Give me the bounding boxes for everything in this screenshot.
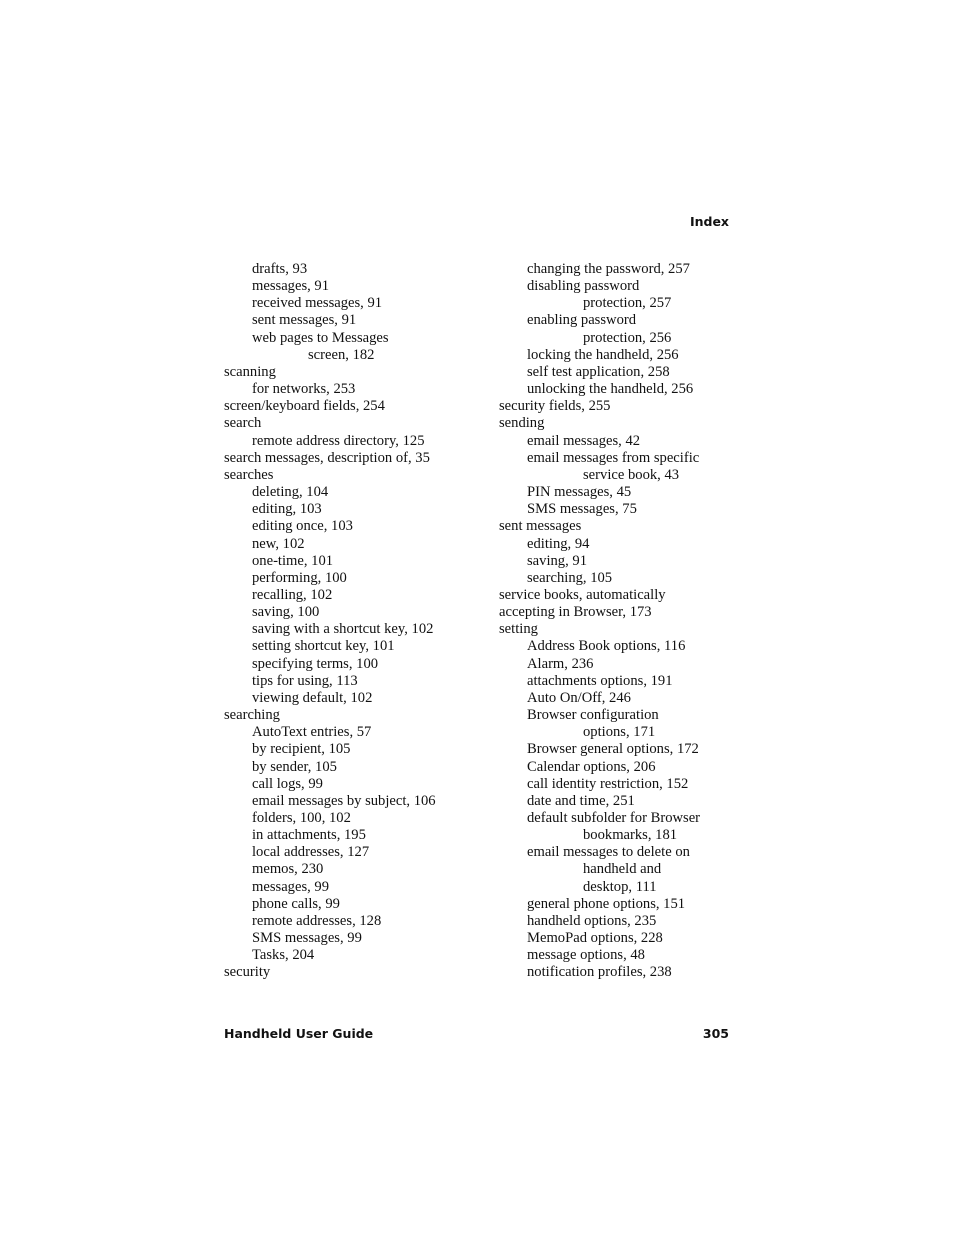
index-subentry: SMS messages, 99 [252,930,362,947]
index-subentry: performing, 100 [252,569,347,586]
index-subentry: setting shortcut key, 101 [252,638,395,655]
footer-title: Handheld User Guide [224,1026,374,1041]
index-subentry: self test application, 258 [527,363,670,380]
index-subentry: AutoText entries, 57 [252,724,372,741]
index-subentry: editing, 94 [527,535,590,552]
index-subentry: one-time, 101 [252,552,334,569]
index-entry: search messages, description of, 35 [224,449,430,466]
index-subentry: by recipient, 105 [252,741,351,758]
index-subentry: general phone options, 151 [527,895,686,912]
index-subentry: sent messages, 91 [252,312,357,329]
index-subentry: default subfolder for Browser [527,810,701,826]
index-subentry: locking the handheld, 256 [527,346,679,363]
index-subentry: local addresses, 127 [252,844,370,861]
index-subentry: in attachments, 195 [252,827,366,844]
index-subentry: by sender, 105 [252,758,337,775]
index-subentry: tips for using, 113 [252,672,358,689]
index-subentry: Tasks, 204 [252,947,315,964]
index-subentry: bookmarks, 181 [583,827,678,844]
index-subentry: email messages to delete on [527,844,690,861]
index-subentry: SMS messages, 75 [527,501,637,518]
index-subentry: viewing default, 102 [252,689,373,706]
index-subentry: notification profiles, 238 [527,964,672,981]
index-subentry: memos, 230 [252,861,324,878]
index-subentry: remote address directory, 125 [252,432,425,449]
index-subentry: messages, 99 [252,878,330,895]
index-subentry: specifying terms, 100 [252,655,379,672]
index-subentry: Auto On/Off, 246 [527,689,631,706]
index-subentry: handheld options, 235 [527,912,657,929]
index-entry: screen/keyboard fields, 254 [224,398,385,415]
index-entry: service books, automatically [499,586,666,603]
index-subentry: email messages by subject, 106 [252,792,436,809]
index-entry: setting [499,621,538,638]
index-entry: searches [224,466,274,483]
index-subentry: folders, 100, 102 [252,810,351,826]
index-subentry: searching, 105 [527,569,613,586]
index-subentry: deleting, 104 [252,484,329,501]
index-subentry: Browser general options, 172 [527,741,699,758]
index-subentry: protection, 257 [583,295,672,312]
index-subentry: Alarm, 236 [527,655,594,672]
index-subentry: Address Book options, 116 [527,638,686,655]
index-subentry: saving, 100 [252,604,320,621]
index-subentry: date and time, 251 [527,792,635,809]
index-entry: sending [499,415,545,432]
index-subentry: PIN messages, 45 [527,484,632,501]
index-subentry: handheld and [583,861,662,878]
index-subentry: received messages, 91 [252,295,383,312]
index-subentry: attachments options, 191 [527,672,673,689]
index-subentry: changing the password, 257 [527,261,690,277]
index-subentry: editing once, 103 [252,518,353,535]
index-subentry: desktop, 111 [583,878,657,895]
index-subentry: unlocking the handheld, 256 [527,381,694,398]
index-subentry: service book, 43 [583,466,680,483]
index-subentry: for networks, 253 [252,381,356,398]
index-subentry: screen, 182 [308,346,375,363]
index-subentry: call identity restriction, 152 [527,775,689,792]
index-subentry: saving, 91 [527,552,587,569]
index-entry: searching [224,707,280,724]
running-head: Index [689,214,729,229]
index-entry: search [224,415,262,432]
index-subentry: enabling password [527,312,637,329]
index-subentry: message options, 48 [527,947,645,964]
index-entry: scanning [224,363,276,380]
index-subentry: recalling, 102 [252,586,333,603]
index-subentry: email messages from specific [527,449,700,466]
index-subentry: editing, 103 [252,501,322,518]
index-column-left [224,261,436,982]
index-entry: security fields, 255 [499,398,611,415]
index-subentry: phone calls, 99 [252,895,340,912]
index-column-right [499,261,700,982]
index-entry: sent messages [499,518,582,535]
index-subentry: Browser configuration [527,707,659,724]
index-subentry: web pages to Messages [252,329,389,346]
index-subentry: Calendar options, 206 [527,758,656,775]
index-subentry: email messages, 42 [527,432,641,449]
index-subentry: MemoPad options, 228 [527,930,663,947]
index-subentry: saving with a shortcut key, 102 [252,621,434,638]
index-subentry: options, 171 [583,724,656,741]
index-subentry: drafts, 93 [252,261,308,277]
index-subentry: protection, 256 [583,329,672,346]
index-subentry: new, 102 [252,535,305,552]
index-entry: accepting in Browser, 173 [499,604,652,621]
index-entry: security [224,964,271,981]
index-subentry: remote addresses, 128 [252,912,382,929]
index-subentry: disabling password [527,278,640,295]
index-subentry: messages, 91 [252,278,330,295]
page-number: 305 [702,1026,729,1041]
index-subentry: call logs, 99 [252,775,323,792]
